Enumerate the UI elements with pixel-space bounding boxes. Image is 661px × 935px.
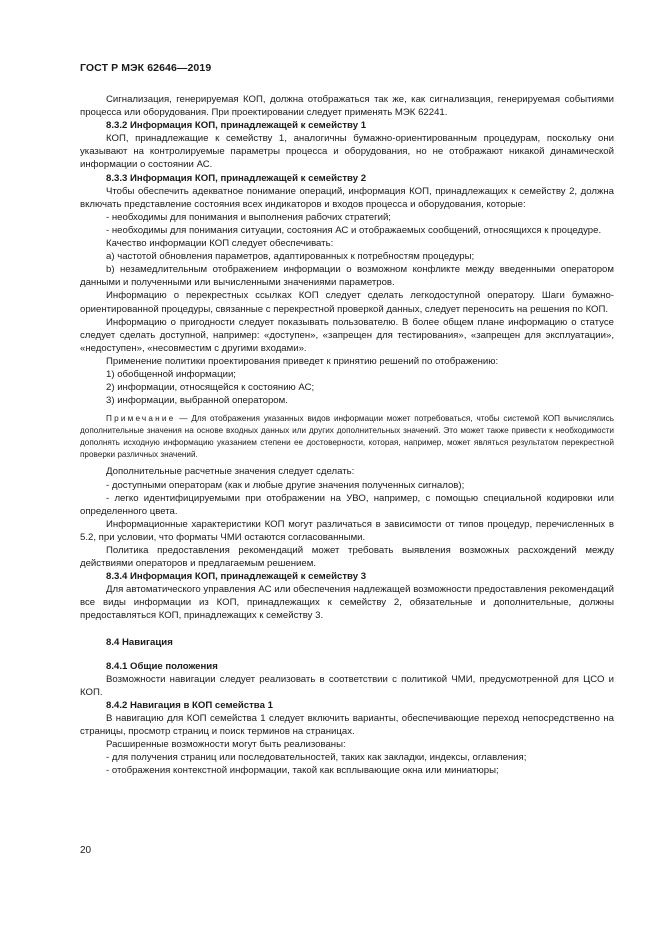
list-item: - легко идентифицируемыми при отображении на УВО, например, с помощью специальной кодировки или определенного цвета. xyxy=(80,492,614,517)
paragraph: Применение политики проектирования приведет к принятию решений по отображению: xyxy=(106,355,499,367)
paragraph: Информацию о перекрестных ссылках КОП следует сделать легкодоступной оператору. Шаги бумажно-ориентированной процедуры, связанные с перекрестной проверкой данных, следует переносить на решения по КОП. xyxy=(80,290,614,315)
note-text: — Для отображения указанных видов информации может потребоваться, чтобы системой КОП вычислялись дополнительные значения на основе входных данных или других дополнительных значений. Это может также привести к необходимости дополнять исходную информацию указанием степени ее достоверности, которая, например, может являться результатом перекрестной проверки различных значений. xyxy=(80,414,614,459)
paragraph: Расширенные возможности могут быть реализованы: xyxy=(106,739,346,751)
paragraph: Дополнительные расчетные значения следует сделать: xyxy=(106,466,355,478)
paragraph: Чтобы обеспечить адекватное понимание операций, информация КОП, принадлежащих к семейству 2, должна включать представление состояния всех индикаторов и входов процесса и оборудования, которые: xyxy=(80,185,614,210)
list-item: 2) информации, относящейся к состоянию АС; xyxy=(106,382,315,394)
list-item: b) незамедлительным отображением информации о возможном конфликте между введенными оператором данными и полученными или вычисленными значениями параметров. xyxy=(80,264,614,289)
list-item: 3) информации, выбранной оператором. xyxy=(106,395,288,407)
heading-8-4-1: 8.4.1 Общие положения xyxy=(106,660,218,672)
note-label: Примечание xyxy=(106,414,176,424)
heading-8-4: 8.4 Навигация xyxy=(106,636,173,648)
heading-8-3-3: 8.3.3 Информация КОП, принадлежащей к семейству 2 xyxy=(106,172,367,184)
paragraph: Политика предоставления рекомендаций может требовать выявления возможных расхождений между действиями операторов и предлагаемым решением. xyxy=(80,545,614,570)
heading-8-3-2: 8.3.2 Информация КОП, принадлежащей к семейству 1 xyxy=(106,120,367,132)
list-item: a) частотой обновления параметров, адаптированных к потребностям процедуры; xyxy=(106,251,475,263)
document-body xyxy=(80,93,614,778)
paragraph: КОП, принадлежащие к семейству 1, аналогичны бумажно-ориентированным процедурам, поскольку они указывают на контролируемые параметры процесса и оборудования, но не отображают никакой динамической информации о состоянии АС. xyxy=(80,133,614,171)
paragraph: Для автоматического управления АС или обеспечения надлежащей возможности предоставления рекомендаций все виды информации из КОП, принадлежащих к семейству 2, обязательные и дополнительные, должны предоставляться КОП, принадлежащих к семейству 3. xyxy=(80,584,614,622)
list-item: - необходимы для понимания и выполнения рабочих стратегий; xyxy=(106,211,391,223)
paragraph: Информационные характеристики КОП могут различаться в зависимости от типов процедур, перечисленных в 5.2, при условии, что форматы ЧМИ остаются согласованными. xyxy=(80,518,614,543)
paragraph: Информацию о пригодности следует показывать пользователю. В более общем плане информацию о статусе следует сделать доступной, например: «доступен», «запрещен для тестирования», «запрещен для эксплуатации», «недоступен», «несовместим с другими входами». xyxy=(80,316,614,354)
paragraph: Качество информации КОП следует обеспечивать: xyxy=(106,238,334,250)
paragraph: Сигнализация, генерируемая КОП, должна отображаться так же, как сигнализация, генерируемая событиями процесса или оборудования. При проектировании следует применять МЭК 62241. xyxy=(80,94,614,119)
heading-8-4-2: 8.4.2 Навигация в КОП семейства 1 xyxy=(106,699,273,711)
note xyxy=(80,413,614,460)
heading-8-3-4: 8.3.4 Информация КОП, принадлежащей к семейству 3 xyxy=(106,571,367,583)
list-item: - отображения контекстной информации, такой как всплывающие окна или миниатюры; xyxy=(106,765,499,777)
standard-header: ГОСТ Р МЭК 62646—2019 xyxy=(80,62,212,74)
list-item: - для получения страниц или последовательностей, таких как закладки, индексы, оглавления; xyxy=(106,752,527,764)
list-item: - доступными операторам (как и любые другие значения полученных сигналов); xyxy=(106,479,465,491)
paragraph: В навигацию для КОП семейства 1 следует включить варианты, обеспечивающие переход непосредственно на страницы, просмотр страниц и поиск терминов на страницах. xyxy=(80,713,614,738)
paragraph: Возможности навигации следует реализовать в соответствии с политикой ЧМИ, предусмотренной для ЦСО и КОП. xyxy=(80,673,614,698)
list-item: 1) обобщенной информации; xyxy=(106,368,236,380)
page-number: 20 xyxy=(80,845,92,856)
list-item: - необходимы для понимания ситуации, состояния АС и отображаемых сообщений, относящихся к процедуре. xyxy=(106,224,602,236)
